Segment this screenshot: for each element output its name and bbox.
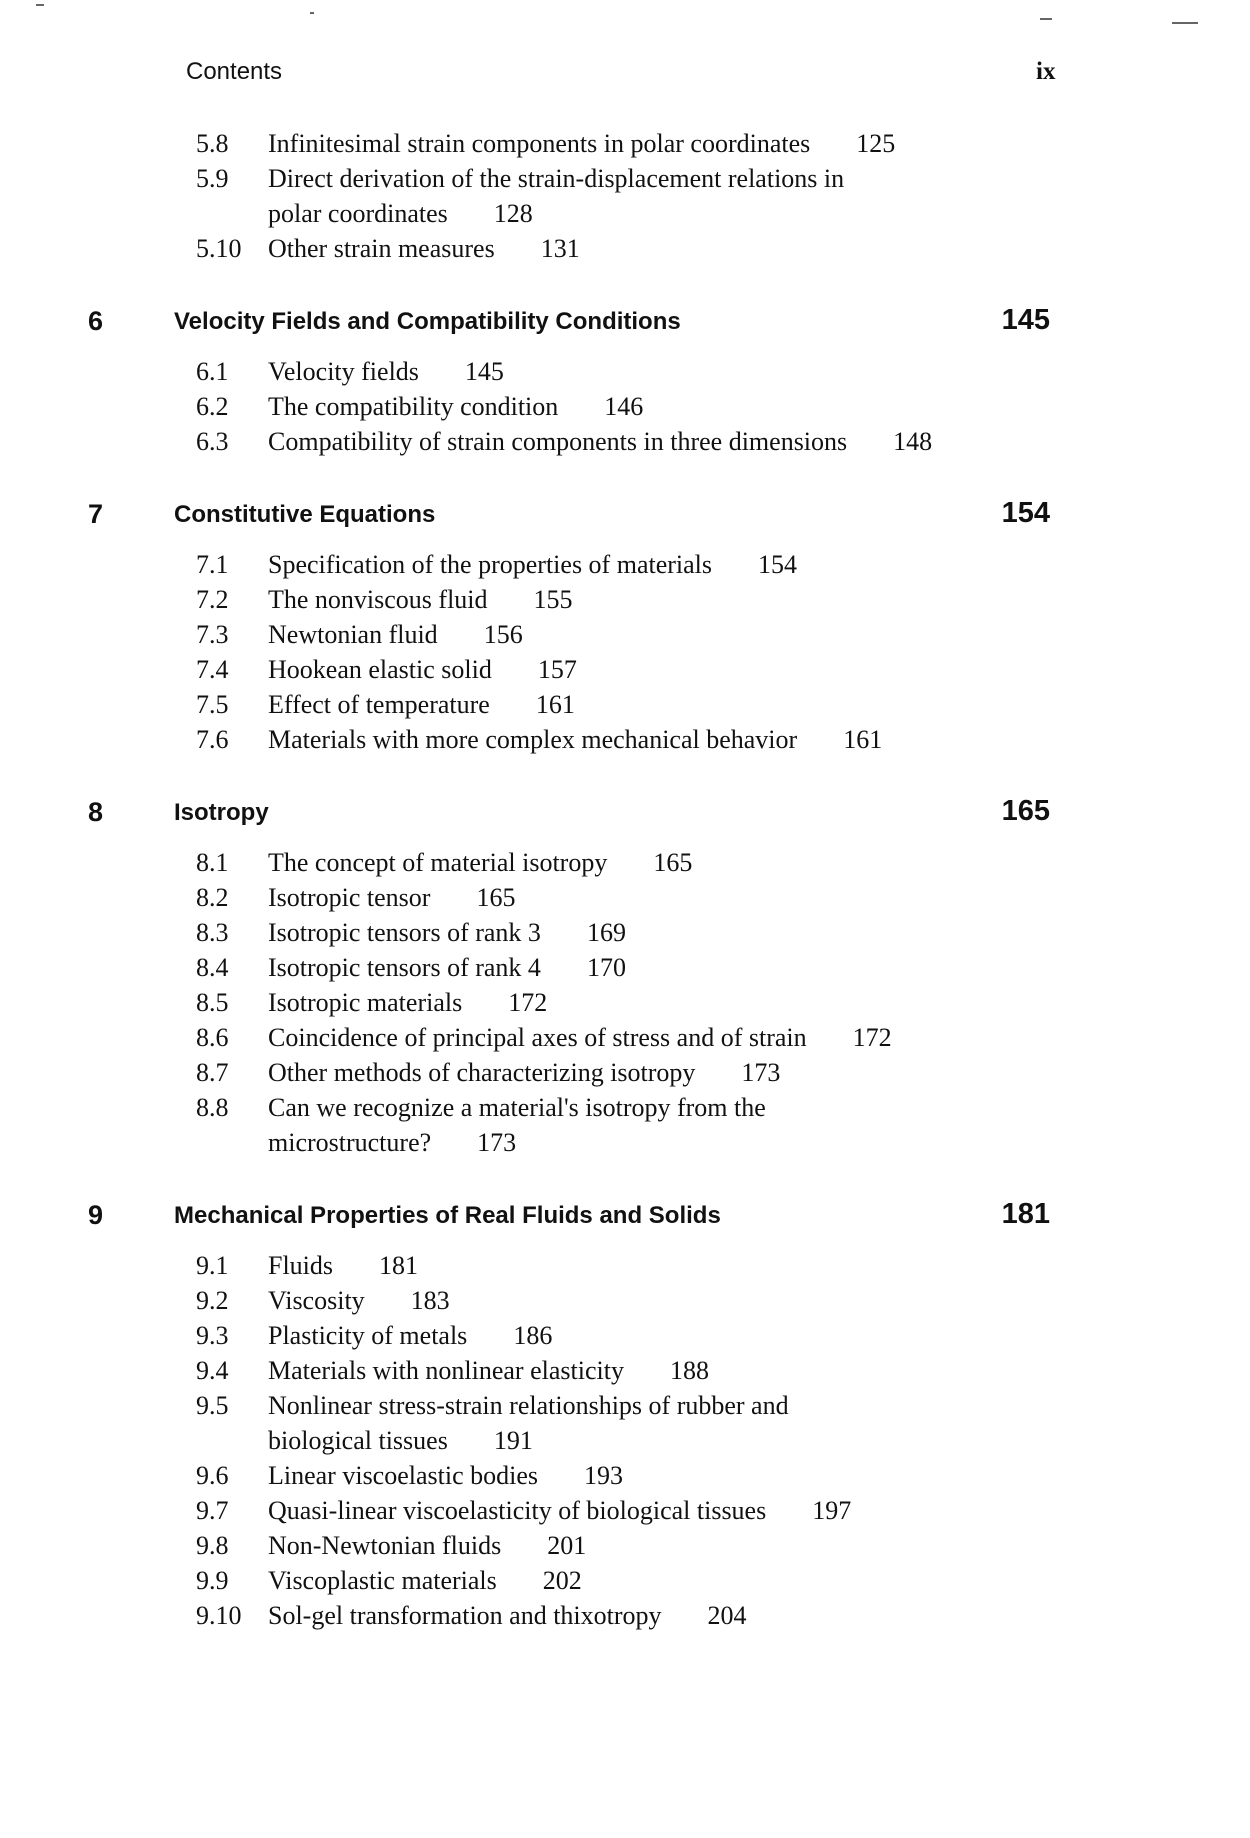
- section-text: [268, 126, 968, 161]
- chapter-heading: [0, 499, 1250, 539]
- section-title: Fluids: [268, 1251, 334, 1280]
- section-title: Velocity fields: [268, 357, 419, 386]
- section-number: 7.5: [196, 690, 229, 719]
- chapter-number: 9: [88, 1200, 104, 1230]
- chapter-title: Isotropy: [174, 799, 269, 826]
- section-page: 156: [483, 620, 523, 649]
- section-page: 146: [604, 392, 644, 421]
- page-number: ix: [1036, 58, 1056, 85]
- section-title: Coincidence of principal axes of stress and of strain: [268, 1023, 807, 1052]
- section-page: 173: [741, 1058, 781, 1087]
- section-page: 148: [893, 427, 933, 456]
- chapter-page: 181: [1001, 1198, 1050, 1230]
- section-text: [268, 1598, 968, 1633]
- section-page: 188: [669, 1356, 709, 1385]
- section-title: Other methods of characterizing isotropy: [268, 1058, 696, 1087]
- section-text: [268, 582, 968, 617]
- section-title: Isotropic tensors of rank 3: [268, 918, 541, 947]
- section-page: 183: [410, 1286, 450, 1315]
- section-text: [268, 880, 968, 915]
- section-title: Viscoplastic materials: [268, 1566, 497, 1595]
- section-page: 204: [707, 1601, 747, 1630]
- scan-mark: [310, 12, 314, 14]
- section-number: 9.6: [196, 1461, 229, 1490]
- section-text: [268, 1248, 968, 1283]
- section-title: Nonlinear stress-strain relationships of rubber and biological tissues: [268, 1391, 789, 1455]
- section-text: [268, 424, 968, 459]
- section-text: [268, 547, 968, 582]
- section-number: 8.7: [196, 1058, 229, 1087]
- section-number: 8.3: [196, 918, 229, 947]
- section-text: [268, 389, 968, 424]
- section-number: 6.3: [196, 427, 229, 456]
- section-number: 8.4: [196, 953, 229, 982]
- section-page: 172: [508, 988, 548, 1017]
- section-title: Specification of the properties of materials: [268, 550, 713, 579]
- running-header-title: Contents: [186, 58, 283, 85]
- section-text: [268, 231, 968, 266]
- section-page: 193: [584, 1461, 624, 1490]
- section-text: [268, 1528, 968, 1563]
- scan-mark: [1172, 22, 1198, 24]
- section-title: Linear viscoelastic bodies: [268, 1461, 539, 1490]
- chapter-number: 6: [88, 306, 104, 336]
- section-page: 172: [852, 1023, 892, 1052]
- section-page: 125: [856, 129, 896, 158]
- section-page: 181: [379, 1251, 419, 1280]
- section-page: 191: [493, 1426, 533, 1455]
- section-text: [268, 950, 968, 985]
- section-page: 165: [653, 848, 693, 877]
- section-number: 9.9: [196, 1566, 229, 1595]
- chapter-page: 145: [1001, 304, 1050, 336]
- section-text: [268, 1090, 888, 1160]
- section-text: [268, 161, 888, 231]
- section-number: 7.3: [196, 620, 229, 649]
- section-page: 145: [464, 357, 504, 386]
- section-page: 201: [547, 1531, 587, 1560]
- section-number: 7.6: [196, 725, 229, 754]
- section-title: Infinitesimal strain components in polar coordinates: [268, 129, 811, 158]
- section-number: 7.4: [196, 655, 229, 684]
- section-text: [268, 985, 968, 1020]
- section-number: 6.2: [196, 392, 229, 421]
- chapter-heading: [0, 306, 1250, 346]
- section-page: 170: [586, 953, 626, 982]
- section-title: Compatibility of strain components in three dimensions: [268, 427, 848, 456]
- scan-mark: [36, 4, 44, 6]
- section-text: [268, 1353, 968, 1388]
- section-number: 6.1: [196, 357, 229, 386]
- section-title: Effect of temperature: [268, 690, 490, 719]
- chapter-number: 8: [88, 797, 104, 827]
- section-number: 9.1: [196, 1251, 229, 1280]
- section-title: Other strain measures: [268, 234, 495, 263]
- section-number: 7.2: [196, 585, 229, 614]
- section-page: 154: [758, 550, 798, 579]
- section-number: 8.6: [196, 1023, 229, 1052]
- section-text: [268, 1283, 968, 1318]
- section-title: Isotropic tensor: [268, 883, 431, 912]
- section-title: Viscosity: [268, 1286, 365, 1315]
- section-text: [268, 1020, 968, 1055]
- section-title: Isotropic tensors of rank 4: [268, 953, 541, 982]
- section-page: 197: [812, 1496, 852, 1525]
- section-title: Plasticity of metals: [268, 1321, 468, 1350]
- section-number: 8.2: [196, 883, 229, 912]
- section-title: Materials with more complex mechanical behavior: [268, 725, 798, 754]
- section-number: 9.10: [196, 1601, 242, 1630]
- section-page: 165: [476, 883, 516, 912]
- section-number: 5.10: [196, 234, 242, 263]
- chapter-page: 165: [1001, 795, 1050, 827]
- chapter-page: 154: [1001, 497, 1050, 529]
- chapter-title: Mechanical Properties of Real Fluids and Solids: [174, 1202, 721, 1229]
- section-number: 9.4: [196, 1356, 229, 1385]
- section-number: 9.8: [196, 1531, 229, 1560]
- section-page: 128: [493, 199, 533, 228]
- section-number: 8.5: [196, 988, 229, 1017]
- section-text: [268, 1493, 968, 1528]
- section-text: [268, 722, 968, 757]
- section-title: Can we recognize a material's isotropy from the microstructure?: [268, 1093, 766, 1157]
- section-title: Isotropic materials: [268, 988, 463, 1017]
- section-title: Newtonian fluid: [268, 620, 438, 649]
- section-number: 9.7: [196, 1496, 229, 1525]
- section-text: [268, 1318, 968, 1353]
- chapter-heading: [0, 1200, 1250, 1240]
- section-title: The nonviscous fluid: [268, 585, 488, 614]
- section-page: 155: [533, 585, 573, 614]
- section-page: 131: [540, 234, 580, 263]
- section-page: 186: [513, 1321, 553, 1350]
- section-page: 157: [537, 655, 577, 684]
- section-page: 202: [542, 1566, 582, 1595]
- section-number: 5.8: [196, 129, 229, 158]
- section-title: Hookean elastic solid: [268, 655, 492, 684]
- section-text: [268, 1055, 968, 1090]
- section-title: Direct derivation of the strain-displacement relations in polar coordinates: [268, 164, 845, 228]
- section-text: [268, 1388, 888, 1458]
- section-number: 7.1: [196, 550, 229, 579]
- section-text: [268, 617, 968, 652]
- section-title: Sol-gel transformation and thixotropy: [268, 1601, 662, 1630]
- section-title: The concept of material isotropy: [268, 848, 608, 877]
- section-title: The compatibility condition: [268, 392, 559, 421]
- section-text: [268, 652, 968, 687]
- section-number: 9.3: [196, 1321, 229, 1350]
- scan-mark: [1040, 18, 1052, 20]
- section-page: 169: [586, 918, 626, 947]
- chapter-number: 7: [88, 499, 104, 529]
- section-title: Quasi-linear viscoelasticity of biological tissues: [268, 1496, 767, 1525]
- section-number: 5.9: [196, 164, 229, 193]
- section-page: 161: [843, 725, 883, 754]
- section-number: 8.1: [196, 848, 229, 877]
- section-page: 161: [535, 690, 575, 719]
- section-page: 173: [477, 1128, 517, 1157]
- section-text: [268, 687, 968, 722]
- chapter-title: Velocity Fields and Compatibility Conditions: [174, 308, 681, 335]
- chapter-heading: [0, 797, 1250, 837]
- section-text: [268, 845, 968, 880]
- section-text: [268, 354, 968, 389]
- section-number: 8.8: [196, 1093, 229, 1122]
- section-text: [268, 1563, 968, 1598]
- section-text: [268, 915, 968, 950]
- section-number: 9.5: [196, 1391, 229, 1420]
- section-text: [268, 1458, 968, 1493]
- chapter-title: Constitutive Equations: [174, 501, 436, 528]
- section-title: Materials with nonlinear elasticity: [268, 1356, 624, 1385]
- section-title: Non-Newtonian fluids: [268, 1531, 502, 1560]
- section-number: 9.2: [196, 1286, 229, 1315]
